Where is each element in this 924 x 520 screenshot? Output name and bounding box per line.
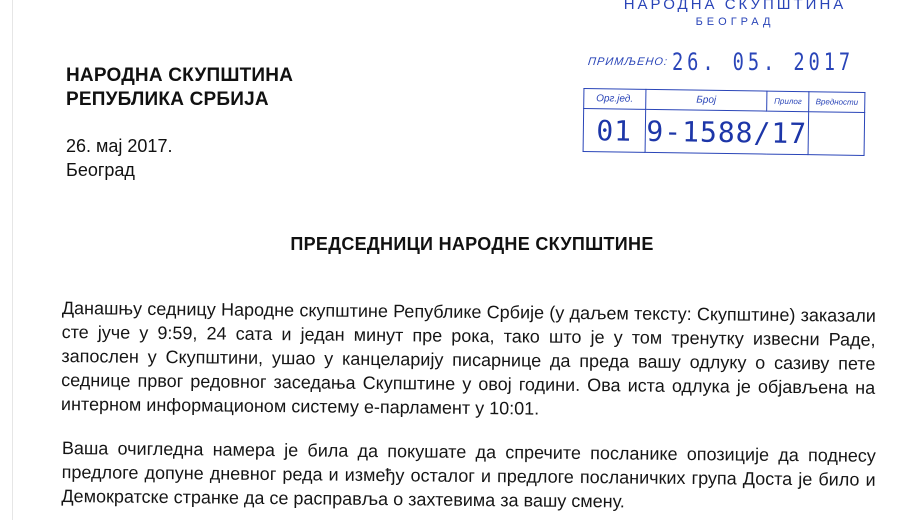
stamp-col-attachment: Прилог [767,91,809,112]
paper-edge [12,0,13,520]
body-paragraph-1: Данашњу седницу Народне скупштине Републике Србије (у даљем тексту: Скупштине) заказали сте јуче у 9:59, 24 сата и један минут пре рока, тако што је у том тренутку извесни Раде, запослен у Скупштини, ушао у канцеларију писарнице да преда вашу одлуку о сазиву пете седнице првог редовног заседања Скупштине у овој години. Ова иста одлука је објављена на интерном информационом систему е-парламент у 10:01. [60,297,876,419]
letter-city: Београд [66,160,135,180]
letter-date-block [66,134,172,182]
stamp-values-value [808,112,864,155]
stamp-institution: НАРОДНА СКУПШТИНА [623,0,847,13]
addressee-heading: ПРЕДСЕДНИЦИ НАРОДНЕ СКУПШТИНЕ [290,234,654,254]
letter-date: 26. мај 2017. [66,136,173,156]
stamp-col-number: Број [645,89,767,111]
letterhead-organization [66,64,293,112]
stamp-city: БЕОГРАД [695,16,775,28]
stamp-number-value: 9-1588/17 [645,110,809,155]
stamp-received-label: ПРИМЉЕНО: [587,56,669,68]
stamp-header [590,0,880,30]
registry-stamp-table [583,88,866,156]
letterhead-line-2: РЕПУБЛИКА СРБИЈА [66,89,269,110]
body-paragraph-2: Ваша очигледна намера је била да покушате да спречите посланике опозиције да поднесу предлоге допуне дневног реда и између осталог и предлоге посланичких група Доста је било и Демократске странке да се расправља о захтевима за вашу смену. [61,437,876,512]
stamp-org-unit-value: 01 [583,109,645,153]
stamp-col-values: Вредности [809,92,865,113]
stamp-col-org-unit: Орг.јед. [584,89,646,110]
stamp-received-date: 26. 05. 2017 [672,48,855,76]
letterhead-line-1: НАРОДНА СКУПШТИНА [66,65,294,86]
